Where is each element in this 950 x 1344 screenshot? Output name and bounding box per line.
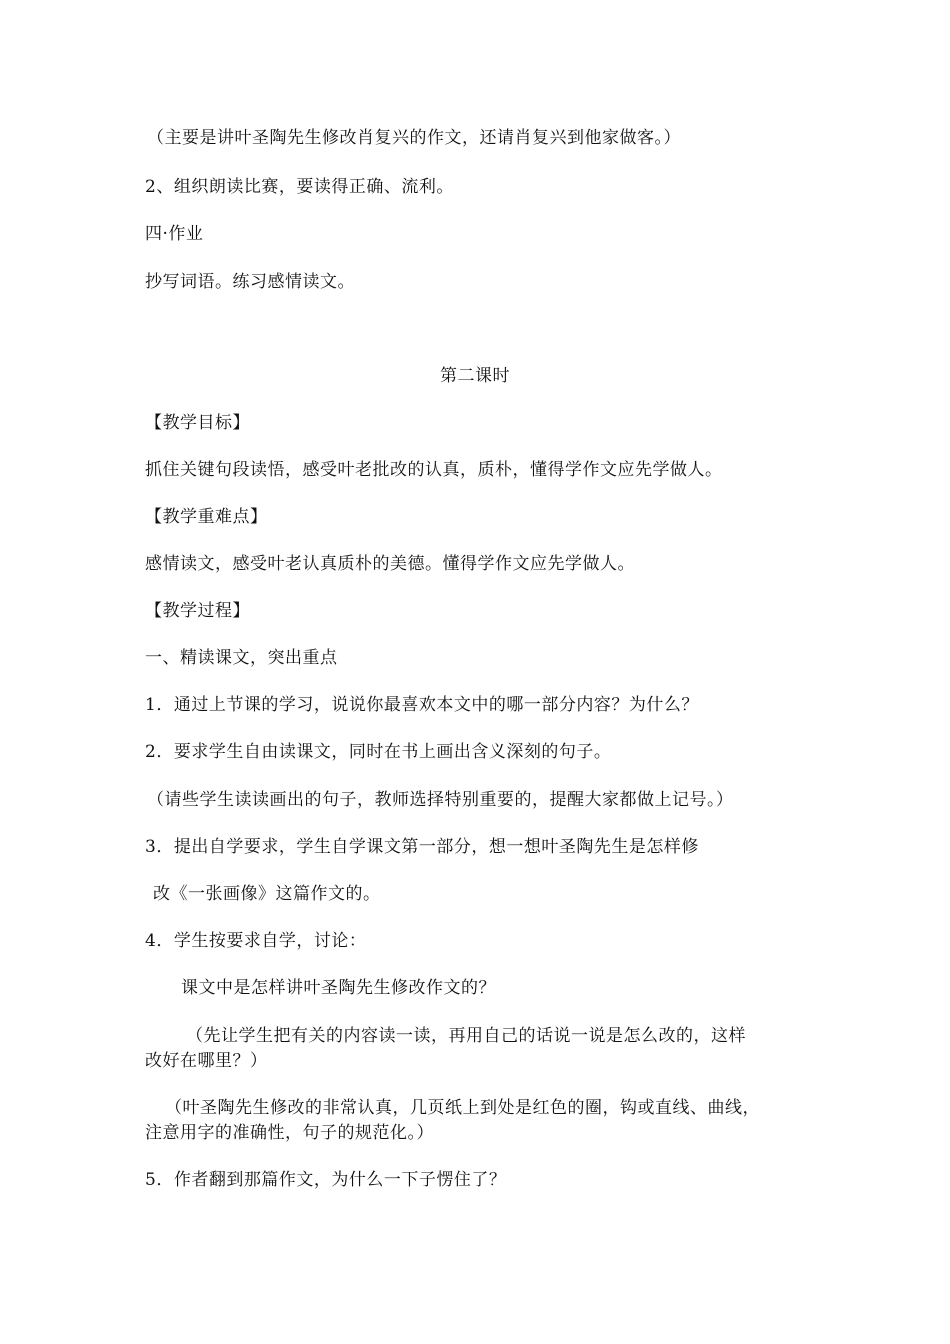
paragraph-note-retell: （先让学生把有关的内容读一读，再用自己的话说一说是怎么改的，这样 [186, 1026, 746, 1046]
lesson-title: 第二课时 [440, 366, 510, 386]
list-item-2: 2．要求学生自由读课文，同时在书上画出含义深刻的句子。 [145, 742, 612, 762]
list-item-3: 3．提出自学要求，学生自学课文第一部分，想一想叶圣陶先生是怎样修 [145, 837, 699, 857]
list-item-4: 4．学生按要求自学，讨论： [145, 931, 367, 951]
paragraph-key-points: 感情读文，感受叶老认真质朴的美德。懂得学作文应先学做人。 [145, 554, 635, 574]
paragraph-homework: 抄写词语。练习感情读文。 [145, 272, 355, 292]
section-heading-homework: 四·作业 [145, 224, 204, 244]
heading-teaching-process: 【教学过程】 [145, 601, 250, 621]
paragraph-teaching-goals: 抓住关键句段读悟，感受叶老批改的认真，质朴，懂得学作文应先学做人。 [145, 460, 723, 480]
list-item-5: 5．作者翻到那篇作文，为什么一下子愣住了？ [145, 1170, 507, 1190]
paragraph-note-retell-continued: 改好在哪里？） [145, 1051, 268, 1071]
heading-teaching-goals: 【教学目标】 [145, 413, 250, 433]
paragraph-note-sentences: （请些学生读读画出的句子，教师选择特别重要的，提醒大家都做上记号。） [147, 790, 734, 810]
list-item-3-continued: 改《一张画像》这篇作文的。 [153, 884, 381, 904]
discussion-question: 课文中是怎样讲叶圣陶先生修改作文的？ [181, 978, 496, 998]
paragraph-summary-note: （主要是讲叶圣陶先生修改肖复兴的作文，还请肖复兴到他家做客。） [147, 128, 681, 148]
paragraph-reading-contest: 2、组织朗读比赛，要读得正确、流利。 [145, 177, 454, 197]
list-item-1: 1．通过上节课的学习，说说你最喜欢本文中的哪一部分内容？为什么？ [145, 695, 699, 715]
section-heading-close-reading: 一、精读课文，突出重点 [145, 648, 338, 668]
paragraph-note-careful: （叶圣陶先生修改的非常认真，几页纸上到处是红色的圈，钩或直线、曲线， [165, 1098, 760, 1118]
paragraph-note-careful-continued: 注意用字的准确性，句子的规范化。） [145, 1123, 434, 1143]
heading-key-points: 【教学重难点】 [145, 507, 268, 527]
